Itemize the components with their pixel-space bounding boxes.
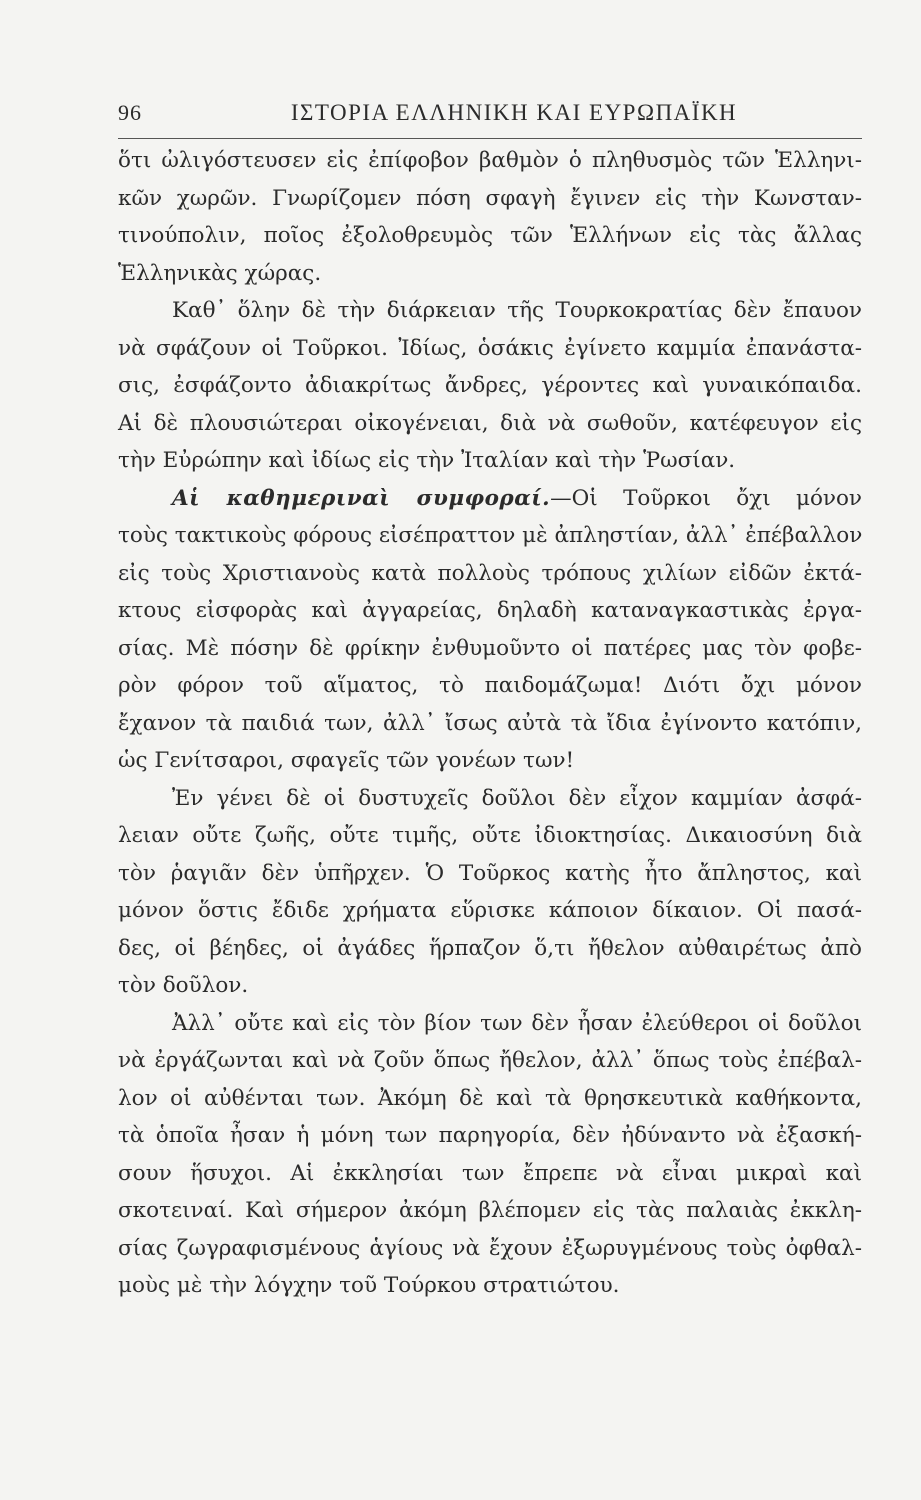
text-line: [118, 1042, 862, 1080]
text-line-content: Αἱ δὲ πλουσιώτεραι οἰκογένειαι, διὰ νὰ σωθοῦν, κατέφευγον εἰς: [118, 410, 862, 436]
text-line-content: τινούπολιν, ποῖος ἐξολοθρευμὸς τῶν Ἑλλήνων εἰς τὰς ἄλλας: [118, 223, 862, 248]
text-line: [118, 705, 862, 743]
text-line: [118, 742, 862, 780]
text-line-content: εἰς τοὺς Χριστιανοὺς κατὰ πολλοὺς τρόπους χιλίων εἰδῶν ἐκτά-: [118, 560, 862, 586]
text-line: [118, 930, 862, 968]
text-line-content: κτους εἰσφορὰς καὶ ἀγγαρείας, δηλαδὴ καταναγκαστικὰς ἐργα-: [118, 598, 862, 623]
page-number: 96: [118, 100, 142, 125]
text-line-content: μοὺς μὲ τὴν λόγχην τοῦ Τούρκου στρατιώτου.: [118, 1273, 620, 1298]
text-line: [118, 592, 862, 630]
text-line-content: ὡς Γενίτσαροι, σφαγεῖς τῶν γονέων των!: [118, 748, 575, 773]
text-line-content: τὴν Εὐρώπην καὶ ἰδίως εἰς τὴν Ἰταλίαν καὶ τὴν Ῥωσίαν.: [118, 448, 736, 473]
text-line: [118, 967, 862, 1005]
text-line: [118, 780, 862, 818]
text-line: [118, 217, 862, 255]
text-line: [118, 180, 862, 218]
text-line-content: νὰ ἐργάζωνται καὶ νὰ ζοῦν ὅπως ἤθελον, ἀλλ᾽ ὅπως τοὺς ἐπέβαλ-: [118, 1048, 862, 1073]
text-line: [118, 480, 862, 518]
running-head: ΙΣΤΟΡΙΑ ΕΛΛΗΝΙΚΗ ΚΑΙ ΕΥΡΩΠΑΪΚΗ: [290, 100, 738, 125]
text-line: [118, 1267, 862, 1305]
text-line-content: —Οἱ Τοῦρκοι ὄχι μόνον: [550, 485, 862, 511]
text-line-content: τὸν ῥαγιᾶν δὲν ὑπῆρχεν. Ὁ Τοῦρκος κατὴς ἦτο ἄπληστος, καὶ: [118, 860, 862, 886]
section-title: Αἱ καθημεριναὶ συμφοραί.: [172, 485, 551, 511]
text-line-content: λον οἱ αὐθένται των. Ἀκόμη δὲ καὶ τὰ θρησκευτικὰ καθήκοντα,: [118, 1085, 862, 1111]
text-line: [118, 1230, 862, 1268]
text-line: [118, 630, 862, 668]
text-line: [118, 405, 862, 443]
text-line-content: τὰ ὁποῖα ἦσαν ἡ μόνη των παρηγορία, δὲν ἠδύναντο νὰ ἐξασκή-: [118, 1123, 862, 1148]
text-line-content: Ἐν γένει δὲ οἱ δυστυχεῖς δοῦλοι δὲν εἶχον καμμίαν ἀσφά-: [172, 785, 862, 811]
text-line: [118, 1192, 862, 1230]
text-line-content: τὸν δοῦλον.: [118, 973, 249, 998]
text-line-content: ἔχανον τὰ παιδιά των, ἀλλ᾽ ἴσως αὐτὰ τὰ ἴδια ἐγίνοντο κατόπιν,: [118, 710, 862, 736]
text-line-content: δες, οἱ βέηδες, οἱ ἀγάδες ἥρπαζον ὅ,τι ἤθελον αὐθαιρέτως ἀπὸ: [118, 935, 862, 961]
text-line-content: μόνον ὅστις ἔδιδε χρήματα εὕρισκε κάποιον δίκαιον. Οἱ πασά-: [118, 898, 862, 923]
text-line: [118, 1117, 862, 1155]
text-line-content: σουν ἥσυχοι. Αἱ ἐκκλησίαι των ἔπρεπε νὰ εἶναι μικραὶ καὶ: [118, 1160, 862, 1186]
text-line-content: νὰ σφάζουν οἱ Τοῦρκοι. Ἰδίως, ὁσάκις ἐγίνετο καμμία ἐπανάστα-: [118, 335, 862, 361]
text-line-content: λειαν οὔτε ζωῆς, οὔτε τιμῆς, οὔτε ἰδιοκτησίας. Δικαιοσύνη διὰ: [118, 823, 862, 848]
text-line-content: σις, ἐσφάζοντο ἀδιακρίτως ἄνδρες, γέροντες καὶ γυναικόπαιδα.: [118, 373, 862, 398]
text-line: [118, 330, 862, 368]
text-line: [118, 817, 862, 855]
text-line: [118, 1155, 862, 1193]
text-line-content: ὅτι ὠλιγόστευσεν εἰς ἐπίφοβον βαθμὸν ὁ πληθυσμὸς τῶν Ἑλληνι-: [118, 148, 862, 173]
page-header: [118, 96, 862, 139]
text-line: [118, 667, 862, 705]
text-line: [118, 255, 862, 293]
text-line: [118, 1080, 862, 1118]
text-line: [118, 892, 862, 930]
text-line-content: κῶν χωρῶν. Γνωρίζομεν πόση σφαγὴ ἔγινεν εἰς τὴν Κωνσταν-: [118, 185, 862, 211]
text-line-content: σίας ζωγραφισμένους ἁγίους νὰ ἔχουν ἐξωρυγμένους τοὺς ὀφθαλ-: [118, 1235, 862, 1261]
text-line: [118, 555, 862, 593]
text-line: [118, 142, 862, 180]
text-line-content: σίας. Μὲ πόσην δὲ φρίκην ἐνθυμοῦντο οἱ πατέρες μας τὸν φοβε-: [118, 635, 862, 661]
body-text: [118, 142, 862, 1305]
text-line: [118, 367, 862, 405]
text-line-content: σκοτειναί. Καὶ σήμερον ἀκόμη βλέπομεν εἰς τὰς παλαιὰς ἐκκλη-: [118, 1198, 862, 1223]
text-line: [118, 855, 862, 893]
text-line: [118, 517, 862, 555]
text-line-content: τοὺς τακτικοὺς φόρους εἰσέπραττον μὲ ἀπληστίαν, ἀλλ᾽ ἐπέβαλλον: [118, 523, 863, 548]
text-line-content: Καθ᾽ ὅλην δὲ τὴν διάρκειαν τῆς Τουρκοκρατίας δὲν ἔπαυον: [172, 298, 862, 323]
text-line-content: Ἑλληνικὰς χώρας.: [118, 260, 322, 286]
text-line: [118, 292, 862, 330]
text-line-content: Ἀλλ᾽ οὔτε καὶ εἰς τὸν βίον των δὲν ἦσαν ἐλεύθεροι οἱ δοῦλοι: [172, 1010, 862, 1036]
text-line-content: ρὸν φόρον τοῦ αἵματος, τὸ παιδομάζωμα! Διότι ὄχι μόνον: [118, 673, 862, 698]
text-line: [118, 1005, 862, 1043]
text-line: [118, 442, 862, 480]
